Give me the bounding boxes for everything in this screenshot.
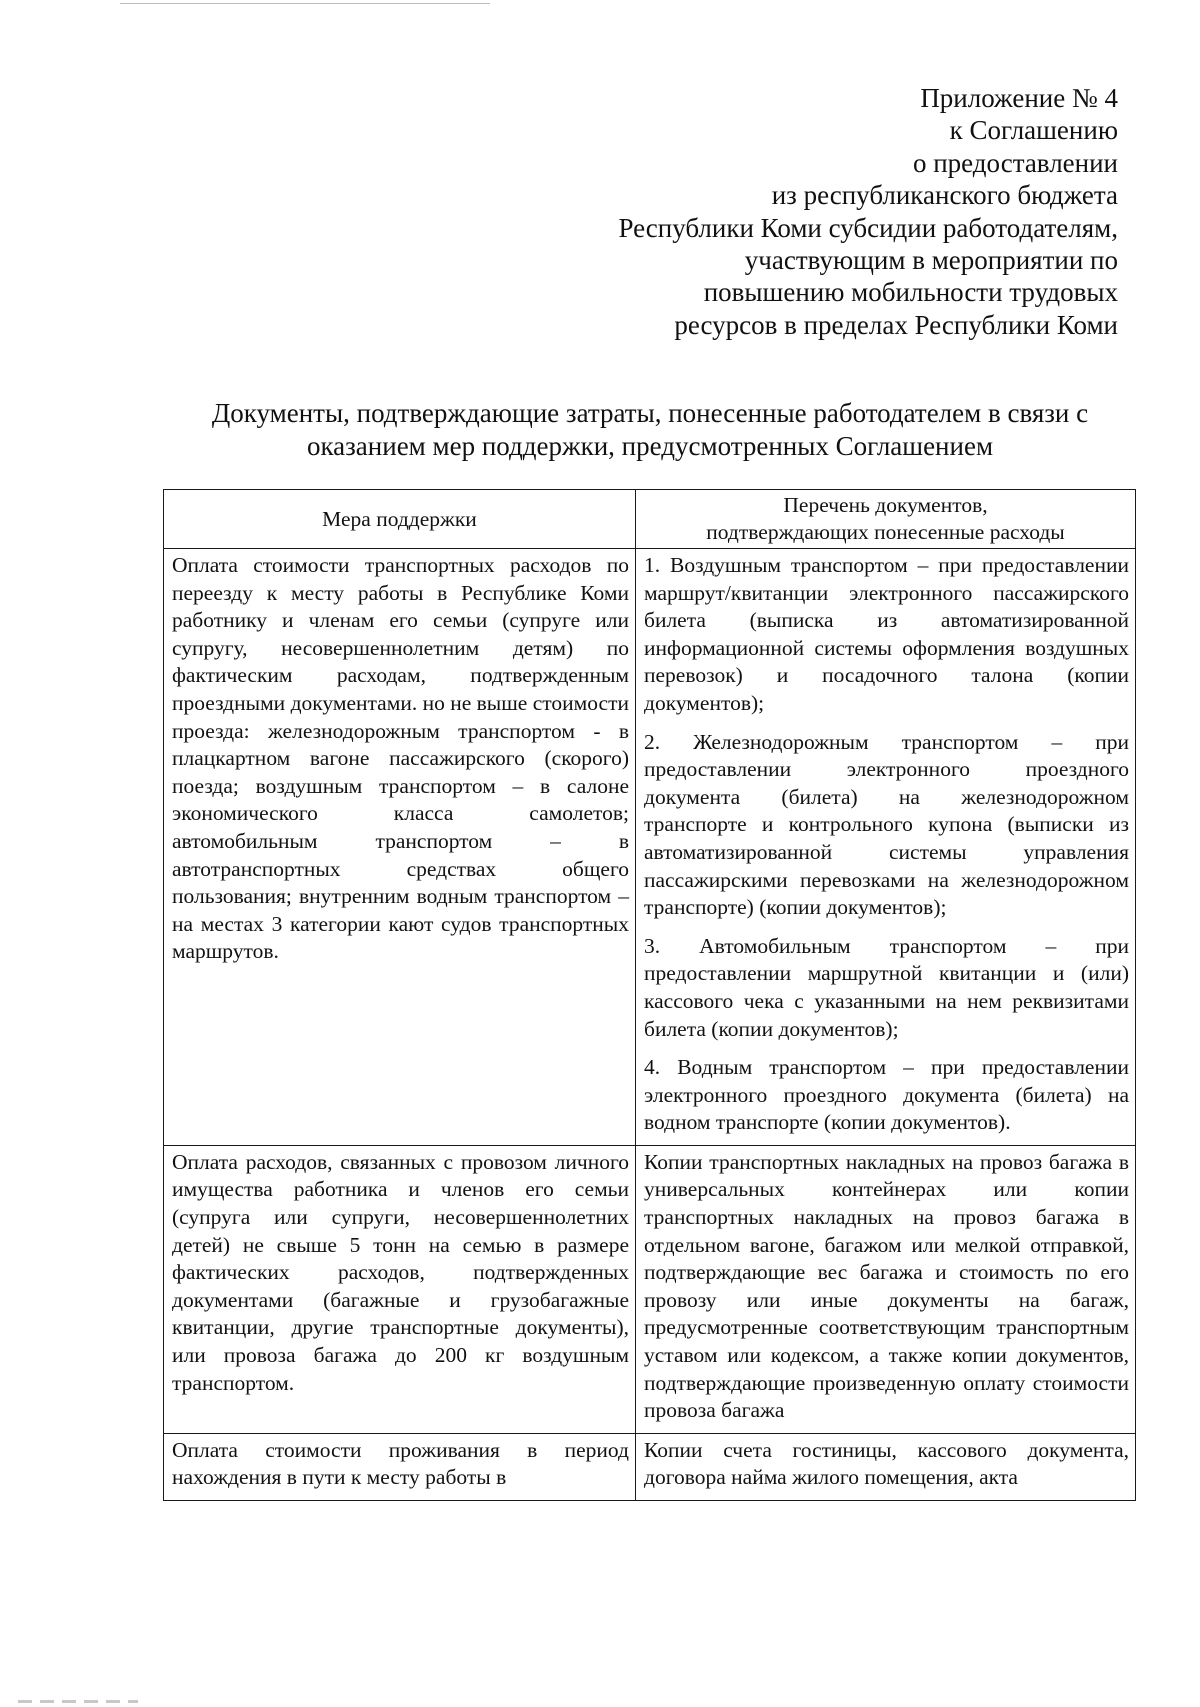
- documents-cell: [636, 549, 1136, 1146]
- measure-text: Оплата стоимости проживания в период нахождения в пути к месту работы в: [172, 1437, 629, 1490]
- measure-cell: Оплата стоимости транспортных расходов по переезду к месту работы в Республике Коми работнику и членам его семьи (супруге или супругу, несовершеннолетним детям) по фактическим расходам, подтвержденным проездными документами. но не выше стоимости проезда: железнодорожным транспортом - в плацкартном вагоне пассажирского (скорого) поезда; воздушным транспортом – в салоне экономического класса самолетов; автомобильным транспортом – в автотранспортных средствах общего пользования; внутренним водным транспортом – на местах 3 категории кают судов транспортных маршрутов.: [164, 549, 636, 1146]
- support-measures-table: [163, 489, 1136, 1501]
- measure-cell: [164, 1433, 636, 1500]
- measure-cell: Оплата расходов, связанных с провозом личного имущества работника и членов его семьи (супруга или супруги, несовершеннолетних детей) не свыше 5 тонн на семью в размере фактических расходов, подтвержденных документами (багажные и грузобагажные квитанции, другие транспортные документы), или провоза багажа до 200 кг воздушным транспортом.: [164, 1145, 636, 1433]
- appendix-line: повышению мобильности трудовых: [703, 277, 1118, 308]
- header-documents-line: подтверждающих понесенные расходы: [706, 520, 1065, 544]
- appendix-line: из республиканского бюджета: [771, 180, 1118, 211]
- documents-item: 3. Автомобильным транспортом – при предоставлении маршрутной квитанции и (или) кассового чека с указанными на нем реквизитами билета (копии документов);: [644, 933, 1129, 1041]
- table-header-row: [164, 490, 1136, 549]
- appendix-reference: [418, 82, 1118, 341]
- appendix-line: о предоставлении: [912, 147, 1118, 178]
- documents-cell: [636, 1433, 1136, 1500]
- documents-item: 4. Водным транспортом – при предоставлении электронного проездного документа (билета) на водном транспорте (копии документов).: [644, 1055, 1129, 1135]
- table-row: [164, 1145, 1136, 1433]
- appendix-line: участвующим в мероприятии по: [744, 245, 1118, 276]
- document-title: [120, 397, 1180, 463]
- header-measure: Мера поддержки: [164, 490, 636, 549]
- documents-item: 2. Железнодорожным транспортом – при предоставлении электронного проездного документа (билета) на железнодорожном транспорте и контрольного купона (выписки из автоматизированной системы управления пассажирскими перевозками на железнодорожном транспорте) (копии документов);: [644, 729, 1129, 920]
- appendix-line: Республики Коми субсидии работодателям,: [618, 212, 1118, 243]
- appendix-line: к Соглашению: [949, 115, 1118, 146]
- document-title-line: оказанием мер поддержки, предусмотренных Соглашением: [306, 431, 994, 461]
- appendix-line: ресурсов в пределах Республики Коми: [674, 309, 1118, 340]
- documents-cell: [636, 1145, 1136, 1433]
- scan-top-rule: [120, 3, 490, 4]
- header-documents-line: Перечень документов,: [783, 493, 988, 517]
- documents-item: Копии счета гостиницы, кассового документа, договора найма жилого помещения, акта: [644, 1437, 1129, 1490]
- scan-bottom-marks: [18, 1700, 138, 1703]
- header-documents: [636, 490, 1136, 549]
- document-title-line: Документы, подтверждающие затраты, понесенные работодателем в связи с: [211, 398, 1089, 428]
- documents-item: Копии транспортных накладных на провоз багажа в универсальных контейнерах или копии транспортных накладных на провоз багажа в отдельном вагоне, багажом или мелкой отправкой, подтверждающие вес багажа и стоимость по его провозу или иные документы на багаж, предусмотренные соответствующим транспортным уставом или кодексом, а также копии документов, подтверждающие произведенную оплату стоимости провоза багажа: [644, 1149, 1129, 1423]
- appendix-line: Приложение № 4: [920, 83, 1118, 113]
- table-row: [164, 1433, 1136, 1500]
- table-row: [164, 549, 1136, 1146]
- documents-item: 1. Воздушным транспортом – при предоставлении маршрут/квитанции электронного пассажирского билета (выписка из автоматизированной информационной системы оформления воздушных перевозок) и посадочного талона (копии документов);: [644, 553, 1129, 715]
